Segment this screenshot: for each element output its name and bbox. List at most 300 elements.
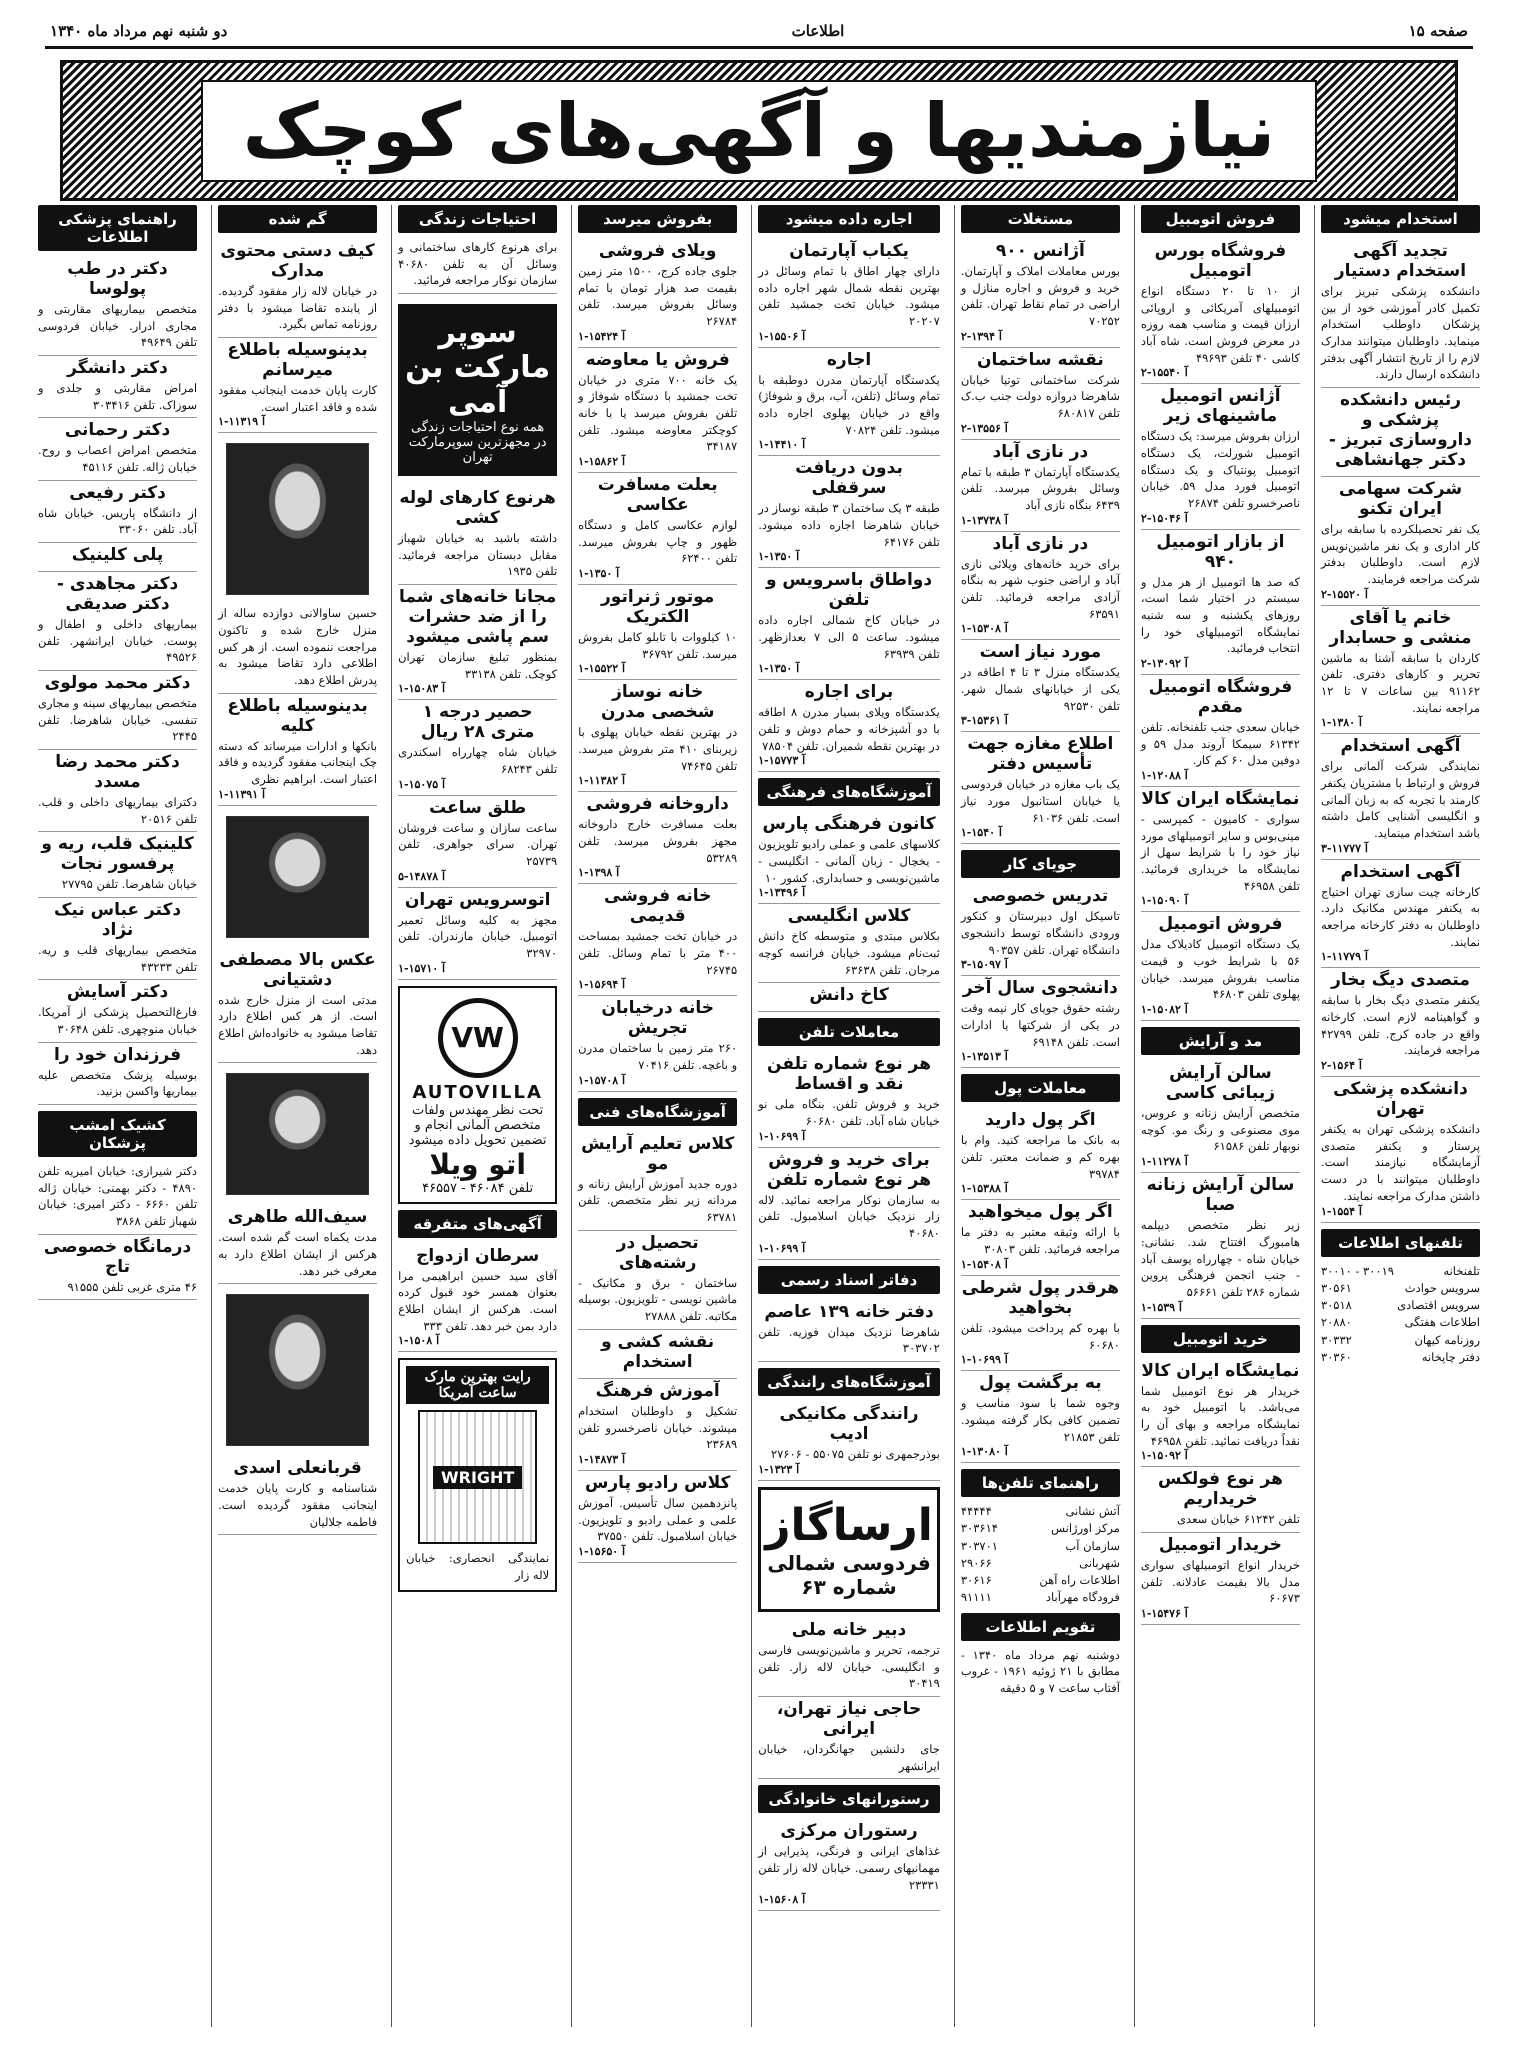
ad-code: آ ۱۴۸۷۸-۵ (398, 869, 446, 883)
phone-number: ۳۰۵۱۸ (1320, 1298, 1352, 1312)
ad-title: کلینیک قلب، ریه و پرفسور نجات (41, 834, 194, 875)
section-head-car-sales: فروش اتومبیل (1141, 205, 1300, 233)
ad-title: بدینوسیله باطلاع کلیه (227, 695, 368, 736)
classified-ad (38, 982, 197, 1042)
ad-title: داروخانه فروشی (586, 794, 729, 815)
ad-code: آ ۱۱۷۷۷-۳ (1320, 841, 1368, 855)
classified-ad (38, 900, 197, 980)
ad-title: فرزندان خود را (53, 1044, 182, 1065)
section-head-lost: گم شده (218, 205, 377, 233)
night-duty-ads (38, 1163, 197, 1300)
ad-title: نقشه کشی و استخدام (601, 1331, 715, 1372)
phone-label: فرودگاه مهرآباد (1045, 1590, 1120, 1605)
ad-title: اجاره (826, 349, 872, 370)
ad-body: یکدستگاه آپارتمان ۳ طبقه با تمام وسائل بفروش میرسد. تلفن ۶۴۳۹ بنگاه نازی آباد (960, 464, 1120, 513)
ad-body: طبقه ۳ یک ساختمان ۳ طبقه نوساز در خیابان شاهرضا اجاره داده میشود. تلفن ۶۴۱۷۶ (758, 501, 940, 549)
paper-name: اطلاعات (791, 22, 845, 40)
phone-row (1321, 1332, 1480, 1349)
classified-ad (38, 1237, 197, 1301)
ad-code: آ ۱۵۵۰۶-۱ (758, 329, 806, 343)
ad-code: آ ۱۵۷۰۸-۱ (578, 1073, 626, 1087)
classified-ad (758, 682, 940, 772)
page-number: صفحه ۱۵ (1408, 22, 1468, 40)
phone-row (1321, 1263, 1480, 1280)
wright-brand: WRIGHT (433, 1466, 522, 1489)
classified-ad (398, 798, 557, 888)
classified-ad (38, 483, 197, 543)
classified-ad (1141, 789, 1300, 912)
column-rentals (751, 205, 946, 2027)
classified-ad (578, 1381, 737, 1471)
supermarket-name: سوپر مارکت بن آمی (405, 315, 551, 421)
classified-ad (578, 1473, 737, 1563)
ad-title: ویلای فروشی (598, 241, 717, 261)
ad-body: بعلت مسافرت خارج داروخانه مجهز بفروش میرسد. تلفن ۵۳۲۸۹ (578, 817, 738, 865)
ad-body: برای خرید خانه‌های ویلائی نازی آباد و اراضی جنوب شهر به بنگاه آزادی مراجعه فرمائید. تلفن ۶۳۵۹۱ (960, 556, 1120, 621)
column-employment (1314, 205, 1486, 2027)
classified-ad (758, 814, 940, 904)
classified-ad (578, 350, 737, 473)
phone-number: ۳۰۳۶۰ (1320, 1349, 1352, 1364)
ad-body: فارغ‌التحصیل پزشکی از آمریکا. خیابان منوچهری. تلفن ۳۰۶۴۸ (38, 1005, 198, 1037)
phone-row (961, 1520, 1120, 1537)
ad-title: دکتر آسایش (66, 982, 169, 1003)
ad-body: وجوه شما با سود مناسب و تضمین کافی بکار گرفته میشود. تلفن ۲۱۸۵۳ (960, 1396, 1120, 1444)
classified-ad (1321, 608, 1480, 735)
ad-title: سالن آرایش زنانه صبا (1146, 1175, 1295, 1216)
classified-ad (961, 978, 1120, 1068)
classified-ad (1141, 241, 1300, 384)
classified-ad (578, 1134, 737, 1231)
classified-ad (758, 241, 940, 348)
ad-body: مجهز به کلیه وسائل تعمیر اتومبیل. خیابان مازندران. تلفن ۳۲۹۷۰ (398, 912, 558, 961)
ad-body: با بهره کم پرداخت میشود. تلفن ۶۰۶۸۰ (960, 1320, 1120, 1352)
ad-code: آ ۱۰۶۹۹-۱ (758, 1129, 806, 1143)
classified-ad (961, 534, 1120, 641)
ad-title: موتور ژنراتور الکتریک (601, 587, 715, 628)
phone-number: ۳۰۰۱۹ - ۳۰۰۱۰ (1320, 1263, 1394, 1278)
ad-title: فروشگاه اتومبیل مقدم (1148, 677, 1293, 718)
ad-body: رشته حقوق جویای کار نیمه وقت در یکی از شرکتها یا ادارات است. تلفن ۶۹۱۴۸ (960, 1001, 1120, 1049)
classified-ad (218, 340, 377, 433)
ad-title: نقشه ساختمان (977, 349, 1104, 370)
ad-code: آ ۱۱۳۱۹-۱ (218, 415, 265, 429)
ad-title: حاجی نیاز تهران، ایرانی (776, 1698, 922, 1739)
classified-ad (1321, 862, 1480, 969)
ad-title: هرنوع کارهای لوله کشی (399, 488, 556, 529)
supermarket-ad (398, 304, 557, 476)
ad-body: غذاهای ایرانی و فرنگی، پذیرایی از مهمانیهای رسمی. خیابان لاله زار تلفن ۲۳۳۳۱ (758, 1844, 940, 1892)
ad-body: ترجمه، تحریر و ماشین‌نویسی فارسی و انگلیسی. خیابان لاله زار. تلفن ۳۰۴۱۹ (758, 1642, 940, 1691)
ad-code: آ ۱۰۶۹۹-۱ (758, 1241, 806, 1255)
ad-body: خیابان شاهرضا. تلفن ۲۷۷۹۵ (61, 877, 198, 892)
ad-code: آ ۱۳۰۸۰-۱ (960, 1445, 1008, 1459)
ad-body: کاردان با سابقه آشنا به ماشین تحریر و کارهای دفتری. تلفن ۹۱۱۶۲ بین ساعات ۷ تا ۱۲ مراجعه نمایند. (1320, 650, 1480, 715)
ad-body: یکدستگاه ویلای بسیار مدرن ۸ اطاقه با دو آشپزخانه و حمام دوش و تلفن در بهترین نقطه شمیران. تلفن ۷۸۵۰۴ (758, 705, 940, 753)
ad-title: اگر پول دارید (985, 1110, 1096, 1131)
lost-ads-d (218, 1205, 377, 1284)
ad-body: دکتر شیرازی: خیابان امیریه تلفن ۴۸۹۰ - دکتر بهمنی: خیابان ژاله تلفن ۶۶۶۰ - دکتر امیری: خیابان شهباز تلفن ۳۸۶۸ (38, 1164, 198, 1229)
ad-title: قربانعلی اسدی (233, 1458, 362, 1479)
ad-title: دبیر خانه ملی (791, 1619, 907, 1640)
phone-guide (961, 1503, 1120, 1607)
banner-title: نیازمندیها و آگهی‌های کوچک (201, 80, 1317, 182)
ad-title: کلاس انگلیسی (787, 906, 911, 927)
classified-ad (961, 1110, 1120, 1200)
phone-row (961, 1572, 1120, 1589)
ad-body: دارای چهار اطاق با تمام وسائل در بهترین نقطه شمال شهر اجاره داده میشود. خیابان تخت جمشید تلفن ۲۰۲۰۷ (758, 264, 940, 329)
arsagaz-title: ارساگاز (765, 1499, 933, 1551)
arsagaz-address: فردوسی شمالی شماره ۶۳ (767, 1550, 931, 1599)
classified-ad (218, 605, 377, 693)
lost-ads-a (218, 239, 377, 433)
ad-title: هر نوع شماره تلفن نقد و اقساط (767, 1054, 931, 1095)
classified-ad (578, 794, 737, 884)
classified-ad (1141, 1361, 1300, 1468)
ad-title: اتوسرویس تهران (404, 889, 551, 910)
phone-label: اطلاعات هفتگی (1404, 1315, 1480, 1330)
classified-ad (38, 1045, 197, 1105)
ad-body: دانشکده پزشکی تبریز برای تکمیل کادر آموزشی خود از بین پزشکان داوطلب استخدام مینماید. داوطلبان میتوانند مدارک لازم را از تاریخ انتشار آگهی بدفتر دانشکده ارسال دارند. (1320, 284, 1480, 382)
fashion-ads (1141, 1061, 1300, 1318)
classified-ad (38, 673, 197, 750)
ad-title: نمایشگاه ایران کالا (1141, 1360, 1300, 1381)
ad-title: آموزش فرهنگ (595, 1380, 720, 1401)
lost-ads-c (218, 948, 377, 1064)
ad-body: بانکها و ادارات میرساند که دسته چک اینجانب مفقود گردیده و فاقد اعتبار است. ابراهیم نظری (218, 738, 378, 787)
section-head-real-estate: مستغلات (961, 205, 1120, 233)
ad-body: یکنفر متصدی دیگ بخار با سابقه و گواهینامه لازم است. کارخانه واقع در جاده کرج. تلفن ۴۲۷۹۹ مراجعه فرمایند. (1320, 993, 1480, 1058)
section-head-car-buy: خرید اتومبیل (1141, 1325, 1300, 1353)
ad-code: آ ۱۳۹۸-۱ (578, 866, 620, 880)
autovilla-line1: تحت نظر مهندس ولفات (412, 1102, 544, 1118)
classified-ad (758, 1302, 940, 1362)
classified-ad (578, 475, 737, 585)
ad-body: در خیابان تخت جمشید بمساحت ۴۰۰ متر با تمام وسائل. تلفن ۲۶۷۴۵ (578, 929, 738, 977)
ad-title: بدینوسیله باطلاع میرسانم (227, 340, 368, 381)
ad-body: کارخانه چیت سازی تهران احتیاج به یکنفر مهندس مکانیک دارد. داوطلبان به دفتر کارخانه مراجعه نمایند. (1320, 884, 1480, 949)
phone-number: ۲۹۰۶۶ (960, 1555, 992, 1570)
watch-icon (418, 1410, 536, 1544)
ad-code: آ ۱۵۶۰۸-۱ (758, 1893, 806, 1907)
phone-number: ۲۰۸۸۰ (1320, 1315, 1352, 1330)
ad-body: شاهرضا نزدیک میدان فوزیه. تلفن ۳۰۳۷۰۲ (758, 1324, 940, 1356)
classified-ad (398, 587, 557, 700)
ad-code: آ ۱۵۰۸۲-۱ (1140, 1003, 1188, 1017)
column-for-sale (571, 205, 743, 2027)
classified-ad (758, 1404, 940, 1481)
phone-row (1321, 1349, 1480, 1366)
missing-person-photo-2 (226, 816, 369, 938)
ad-code: آ ۱۳۵۵۶-۲ (960, 421, 1008, 435)
phone-number: ۳۰۳۶۱۴ (960, 1521, 998, 1536)
phone-label: شهربانی (1079, 1555, 1120, 1570)
ad-body: در خیابان لاله زار مفقود گردیده. از یابنده تقاضا میشود با دفتر روزنامه تماس بگیرد. (218, 284, 378, 332)
ad-body: با ارائه وثیقه معتبر به دفتر ما مراجعه فرمائید. تلفن ۳۰۸۰۳ (960, 1225, 1120, 1257)
classified-ad (578, 1233, 737, 1330)
phone-label: سازمان آب (1065, 1538, 1120, 1553)
ad-title: درمانگاه خصوصی تاج (43, 1236, 192, 1277)
ad-code: آ ۱۵۳۸۸-۱ (960, 1182, 1008, 1196)
phone-label: مرکز اورژانس (1051, 1521, 1120, 1536)
ad-body: یک باب مغازه در خیابان فردوسی یا خیابان استانبول مورد نیاز است. تلفن ۶۱۰۳۶ (960, 777, 1120, 825)
ad-body: بمنظور تبلیغ سازمان تهران کوچک. تلفن ۳۳۱۳۸ (398, 650, 558, 681)
ad-code: آ ۱۵۰۴۶-۲ (1140, 511, 1188, 525)
ad-code: آ ۱۳۸۰-۱ (1320, 716, 1362, 730)
ad-body: نمایندگی شرکت آلمانی برای فروش و ارتباط با مشتریان یکنفر کارمند با تجربه که به زبان آلمانی و انگلیسی آشنایی کامل داشته باشد استخدام مینماید. (1320, 759, 1480, 841)
employment-ads (1321, 239, 1480, 1223)
restaurant-ads (758, 1819, 940, 1911)
ad-title: تدریس خصوصی (972, 886, 1109, 907)
classified-ad (38, 358, 197, 418)
ad-title: آگهی استخدام (1340, 736, 1461, 757)
column-lost (211, 205, 383, 2027)
calendar-text: دوشنبه نهم مرداد ماه ۱۳۴۰ - مطابق با ۲۱ ژوئیه ۱۹۶۱ - غروب آفتاب ساعت ۷ و ۵ دقیقه (960, 1647, 1120, 1696)
classified-ad (758, 1699, 940, 1779)
ad-title: دکتر مجاهدی - دکتر صدیقی (56, 574, 179, 615)
autovilla-ad (398, 986, 557, 1204)
phone-row (1321, 1297, 1480, 1314)
ad-body: متخصص بیماریهای قلب و ریه. تلفن ۴۳۲۳۳ (38, 943, 198, 974)
classified-ad (218, 241, 377, 338)
ad-code: آ ۱۵۵۲۰-۲ (1320, 587, 1368, 601)
ad-title: آژانس اتومبیل ماشینهای زیر (1160, 386, 1281, 427)
ad-code: آ ۱۳۵۰-۱ (758, 662, 800, 676)
classified-ad (398, 488, 557, 585)
ad-title: متصدی دیگ بخار (1331, 970, 1470, 991)
real-estate-ads (961, 239, 1120, 844)
classified-ad (1141, 1535, 1300, 1625)
ad-body: به سازمان نوکار مراجعه نمائید. لاله زار نزدیک خیابان اسلامبول. تلفن ۴۰۶۸۰ (758, 1192, 940, 1241)
ad-body: خریدار انواع اتومبیلهای سواری مدل بالا بقیمت عادلانه. تلفن ۶۰۶۷۳ (1140, 1557, 1300, 1606)
ad-title: مورد نیاز است (979, 642, 1102, 663)
ad-body: متخصص بیماریهای مقاربتی و مجاری ادرار. خیابان فردوسی تلفن ۴۹۶۴۹ (38, 302, 198, 350)
classified-ad (758, 350, 940, 457)
ad-title: یکباب آپارتمان (789, 241, 909, 261)
ad-title: دکتر عباس نیک نژاد (53, 900, 182, 941)
phone-label: اطلاعات راه آهن (1039, 1573, 1120, 1588)
classified-ad (758, 1150, 940, 1260)
phone-trade-ads (758, 1052, 940, 1259)
ad-body: بوسیله پزشک متخصص علیه بیماریها واکسن بزنید. (38, 1067, 198, 1099)
classified-ad (1321, 1079, 1480, 1222)
ad-code: آ ۱۵۴۲۴-۱ (578, 329, 626, 343)
ad-body: ارزان بفروش میرسد: یک دستگاه اتومبیل شورلت، یک دستگاه اتومبیل پونتیاک و یک دستگاه اتومبیل فورد مدل ۵۹. خیابان ناصرخسرو تلفن ۲۶۸۷۴ (1140, 429, 1300, 511)
supermarket-tagline: همه نوع احتیاجات زندگی در مجهزترین سوپرمارکت تهران (408, 420, 547, 466)
ad-body: کلاسهای علمی و عملی رادیو تلویزیون - یخچال - زبان آلمانی - انگلیسی - ماشین‌نویسی و حسابداری. کشور ۱۰ (758, 837, 940, 885)
ad-code: آ ۱۵۶۵۰-۱ (578, 1544, 626, 1558)
ad-code: آ ۱۳۲۳-۱ (758, 1462, 800, 1476)
ad-title: بعلت مسافرت عکاسی (597, 475, 718, 516)
notary-ads (758, 1300, 940, 1362)
phone-row (961, 1503, 1120, 1520)
phone-label: سرویس حوادث (1404, 1280, 1480, 1295)
missing-person-photo-4 (226, 1294, 369, 1446)
ad-title: آگهی استخدام (1340, 861, 1461, 882)
ad-code: آ ۱۱۷۷۹-۱ (1320, 950, 1368, 964)
section-head-driving: آموزشگاه‌های رانندگی (758, 1368, 940, 1396)
ad-code: آ ۱۵۰۷۵-۱ (398, 777, 446, 791)
ad-title: بدون دریافت سرقفلی (795, 458, 903, 499)
classified-ad (961, 350, 1120, 440)
classified-ad (218, 1207, 377, 1284)
ad-body: تلفن ۶۱۲۴۲ خیابان سعدی (1177, 1512, 1300, 1527)
section-head-calendar: تقویم اطلاعات (961, 1613, 1120, 1641)
classified-ad (578, 241, 737, 348)
ad-body: یک خانه ۷۰۰ متری در خیابان تخت جمشید با دستگاه شوفاژ و تلفن بفروش میرسد یا با خانه کوچکتر معاوضه میشود. تلفن ۳۴۱۸۷ (578, 372, 738, 454)
ad-body: یکدستگاه منزل ۳ تا ۴ اطاقه در یکی از خیابانهای شمال شهر. تلفن ۹۲۵۳۰ (960, 665, 1120, 713)
column-real-estate (954, 205, 1126, 2027)
ad-title: شرکت سهامی ایران تکنو (1338, 479, 1463, 520)
ad-body: کارت پایان خدمت اینجانب مفقود شده و فاقد اعتبار است. (218, 383, 378, 414)
ad-code: آ ۱۲۰۸۸-۱ (1140, 769, 1188, 783)
classified-ad (961, 442, 1120, 532)
driving-ads (758, 1402, 940, 1481)
ad-title: دانشجوی سال آخر (962, 978, 1118, 999)
section-head-rentals: اجاره داده میشود (758, 205, 940, 233)
ad-title: حصیر درجه ۱ متری ۲۸ ریال (420, 702, 535, 743)
ad-title: رئیس دانشکده پزشکی و داروسازی تبریز - دکتر جهانشاهی (1328, 390, 1473, 471)
ad-title: دکتر محمد رضا مسدد (55, 752, 180, 793)
ad-body: شناسنامه و کارت پایان خدمت اینجانب مفقود گردیده است. فاطمه جلالیان (218, 1481, 378, 1529)
ad-code: آ ۱۵۳۹-۱ (1140, 1300, 1182, 1314)
phone-label: روزنامه کیهان (1414, 1332, 1480, 1347)
medical-ads (38, 257, 197, 1105)
classified-ad (1141, 677, 1300, 787)
ad-title: دفتر خانه ۱۳۹ عاصم (764, 1301, 934, 1322)
issue-date: دو شنبه نهم مرداد ماه ۱۳۴۰ (50, 22, 228, 40)
ad-title: اگر پول میخواهید (968, 1202, 1113, 1223)
classified-ad (961, 886, 1120, 976)
classified-ad (578, 1332, 737, 1379)
phone-row (1321, 1280, 1480, 1297)
ad-code: آ ۱۵۰۸۳-۱ (398, 682, 446, 696)
section-head-notary: دفاتر اسناد رسمی (758, 1266, 940, 1294)
phone-row (1321, 1314, 1480, 1331)
ad-code: آ ۱۵۸۶۲-۱ (578, 455, 626, 469)
section-head-restaurants: رستورانهای خانوادگی (758, 1785, 940, 1813)
ad-body: به بانک ما مراجعه کنید. وام با بهره کم و ضمانت معتبر. تلفن ۳۹۷۸۴ (960, 1133, 1120, 1181)
section-head-phones: تلفنهای اطلاعات (1321, 1229, 1480, 1257)
classified-ad (218, 696, 377, 806)
ad-title: دکتر رحمانی (64, 420, 171, 441)
classified-ad (1321, 736, 1480, 859)
ad-title: دکتر در طب پولوسا (67, 259, 168, 299)
misc-ads (758, 1618, 940, 1779)
ad-title: در نازی آباد (992, 441, 1089, 462)
phone-number: ۳۰۳۷۰۱ (960, 1538, 998, 1553)
phone-number: ۳۰۵۶۱ (1320, 1280, 1352, 1295)
ad-code: آ ۱۴۴۱۰-۱ (758, 438, 806, 452)
ad-body: بوذرجمهری نو تلفن ۵۵۰۷۵ - ۲۷۶۰۶ (770, 1447, 940, 1462)
arsagaz-ad (758, 1487, 940, 1612)
ad-code: آ ۱۵۳۰۸-۱ (960, 622, 1008, 636)
classified-ad (38, 574, 197, 671)
ad-title: نمایشگاه ایران کالا (1141, 789, 1300, 810)
ad-title: کلاس تعلیم آرایش مو (581, 1133, 735, 1174)
classified-ad (758, 1620, 940, 1697)
classified-ad (758, 458, 940, 568)
job-seeker-ads (961, 884, 1120, 1068)
classified-ad (961, 642, 1120, 732)
ad-code: آ ۱۴۸۷۳-۱ (578, 1452, 626, 1466)
ad-body: لوازم عکاسی کامل و دستگاه ظهور و چاپ بفروش میرسد. تلفن ۶۲۴۰۰ (578, 518, 738, 566)
classified-ad (398, 239, 557, 294)
necessity-ads-2 (398, 486, 557, 980)
ad-body: متخصص بیماریهای سینه و مجاری تنفسی. خیابان شاهرضا. تلفن ۲۴۴۵ (38, 696, 198, 744)
section-head-medical: راهنمای پزشکی اطلاعات (38, 205, 197, 251)
phone-row (961, 1589, 1120, 1606)
ad-body: ۴۶ متری غربی تلفن ۹۱۵۵۵ (67, 1279, 198, 1294)
ad-body: یک نفر تحصیلکرده با سابقه برای کار اداری و یک نفر ماشین‌نویس لازم است. داوطلبان بدفتر شرکت مراجعه فرمایند. (1320, 522, 1480, 587)
section-head-necessities: احتیاجات زندگی (398, 205, 557, 233)
ad-title: فروش یا معاوضه (585, 349, 730, 370)
phone-number: ۴۴۴۴۴ (960, 1504, 992, 1519)
section-head-phone-trade: معاملات تلفن (758, 1018, 940, 1046)
ad-title: به برگشت پول (979, 1373, 1102, 1394)
ad-title: در نازی آباد (992, 533, 1089, 554)
ad-body: خیابان سعدی جنب تلفنخانه. تلفن ۶۱۳۴۲ سیمکا آروند مدل ۵۹ و دوفین مدل ۶۰ کم کار. (1140, 720, 1300, 768)
ad-body: بورس معاملات املاک و آپارتمان. خرید و فروش و اجاره منازل و اراضی در تمام نقاط تهران. تلفن ۷۰۲۵۲ (960, 264, 1120, 329)
missing-person-photo-3 (226, 1073, 369, 1195)
classified-ad (578, 682, 737, 792)
classified-ad (578, 998, 737, 1091)
classified-ad (1141, 1175, 1300, 1318)
ad-code: آ ۱۵۰۹۰-۱ (1140, 894, 1188, 908)
ad-title: عکس بالا مصطفی دشتیانی (219, 949, 376, 990)
ad-body: دکترای بیماریهای داخلی و قلب. تلفن ۲۰۵۱۶ (38, 795, 198, 826)
ad-body: ۱۰ کیلووات با تابلو کامل بفروش میرسد. تلفن ۳۶۷۹۲ (578, 630, 738, 661)
ad-title: تحصیل در رشته‌های (616, 1232, 699, 1273)
autovilla-phone: تلفن ۴۶۰۸۴ - ۴۶۵۵۷ (422, 1180, 534, 1196)
ad-body: از دانشگاه پاریس. خیابان شاه آباد. تلفن ۳۳۰۶۰ (38, 505, 198, 537)
columns (32, 205, 1486, 2027)
ad-title: سالن آرایش زیبائی کاسی (1165, 1063, 1276, 1104)
classified-ad (961, 1278, 1120, 1371)
ad-title: رانندگی مکانیکی ادیب (779, 1404, 919, 1445)
classified-ad (218, 1458, 377, 1535)
ad-title: خانه نوساز شخصی مدرن (600, 682, 715, 723)
ad-title: از بازار اتومبیل ۹۴۰ (1156, 531, 1285, 572)
ad-title: کیف دستی محتوی مدارک (220, 241, 375, 281)
info-phones (1321, 1263, 1480, 1367)
ad-title: برای اجاره (804, 682, 894, 703)
classified-ad (398, 702, 557, 795)
ad-title: دکتر محمد مولوی (44, 673, 191, 694)
section-head-misc: آگهی‌های متفرقه (398, 1210, 557, 1238)
ad-code: آ ۱۵۷۱۰-۱ (398, 961, 446, 975)
autovilla-brand: AUTOVILLA (412, 1081, 543, 1103)
ad-body: متخصص امراض اعصاب و روح. خیابان ژاله. تلفن ۴۵۱۱۶ (38, 443, 198, 475)
ad-title: سرطان ازدواج (416, 1245, 540, 1266)
header-rule (45, 46, 1473, 49)
classified-ad (961, 1202, 1120, 1275)
ad-code: آ ۱۵۵۴۰-۲ (1140, 366, 1188, 380)
ad-code: آ ۱۱۳۹۱-۱ (218, 787, 265, 801)
ad-body: تشکیل و داوطلبان استخدام میشوند. خیابان ناصرخسرو تلفن ۲۳۶۸۹ (578, 1403, 738, 1452)
ad-title: برای خرید و فروش هر نوع شماره تلفن (767, 1149, 931, 1190)
ad-title: آژانس ۹۰۰ (995, 241, 1085, 261)
ad-code: آ ۱۵۶۴-۲ (1320, 1059, 1362, 1073)
car-buy-ads (1141, 1359, 1300, 1625)
ad-body: خریدار هر نوع اتومبیل شما می‌باشد. با اتومبیل خود به نمایشگاه مراجعه و بهای آن را نقداً دریافت نمائید. تلفن ۴۶۹۵۸ (1140, 1383, 1300, 1448)
ad-title: دکتر رفیعی (69, 482, 166, 503)
for-sale-ads (578, 239, 737, 1092)
ad-body: پانزدهمین سال تأسیس. آموزش علمی و عملی رادیو و تلویزیون. خیابان اسلامبول. تلفن ۳۷۵۵۰ (578, 1495, 738, 1544)
classified-ad (758, 906, 940, 983)
classified-ad (38, 259, 197, 356)
ad-title: پلی کلینیک (71, 545, 164, 566)
